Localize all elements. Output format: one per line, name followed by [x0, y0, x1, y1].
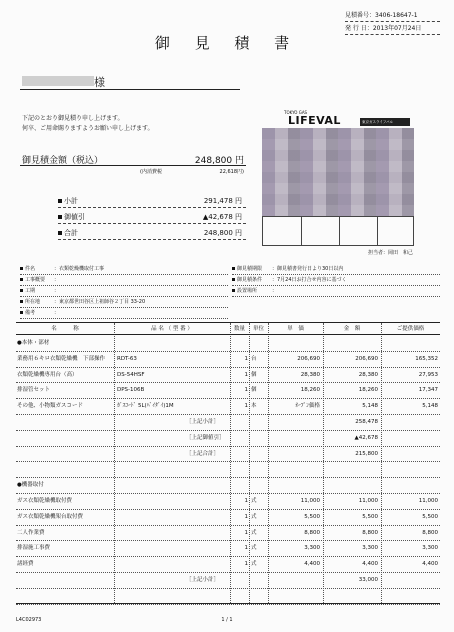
table-row [16, 589, 440, 605]
cell-unit: 式 [251, 498, 257, 504]
cell-unit: 個 [251, 387, 257, 394]
quote-number-label: 見積番号： [345, 12, 376, 19]
cell-name: 諸経費 [17, 561, 34, 568]
info-row: 件名 ：衣類乾燥機取付工事 [20, 265, 228, 276]
table-row [16, 541, 440, 557]
table-row [16, 510, 440, 526]
cell-offer: 5,148 [422, 403, 438, 410]
cell-price: 5,500 [304, 513, 320, 520]
cell-offer: 3,300 [422, 545, 438, 552]
grand-total-value: 248,800 円 [203, 229, 242, 237]
cell-offer: 17,347 [418, 387, 438, 394]
cell-qty: 1 [244, 545, 248, 552]
table-row [16, 415, 440, 431]
cell-amount: 18,260 [358, 387, 378, 394]
cell-name: 二人作業費 [17, 529, 45, 536]
person-label: 担当者： [368, 250, 389, 256]
cell-unit: 台 [251, 355, 257, 362]
total-label: 御見積金額（税込） [22, 156, 104, 166]
cell-price: 11,000 [300, 498, 320, 504]
seal-image-redacted [262, 128, 414, 216]
cell-unit: 個 [251, 371, 257, 378]
cell-model: DS-54HSF [117, 371, 145, 378]
table-row [16, 478, 440, 494]
cell-amount: ▲42,678 [354, 434, 378, 441]
info-row: 御見積条件 ：7月24日お打合せ内容に基づく [232, 276, 440, 287]
cell-amount: 3,300 [362, 545, 378, 552]
table-row [16, 368, 440, 384]
cell-model: ｶﾞｽｺｰﾄﾞ 5L(ﾊﾞｲﾀﾞｲ)1M [117, 403, 174, 410]
footer-page: 1 / 1 [221, 617, 233, 623]
stamp-boxes [262, 216, 414, 246]
table-row [16, 336, 440, 352]
cell-qty: 1 [244, 387, 248, 394]
table-row [16, 557, 440, 573]
discount-label: 御値引 [64, 213, 85, 221]
brand-small: TOKYO GAS [284, 110, 308, 115]
col-name: 名 称 [51, 326, 79, 332]
table-row [16, 352, 440, 368]
recipient-honorific: 様 [94, 76, 105, 89]
col-price: 単 価 [287, 326, 304, 332]
cell-name: 業務用６キロ衣類乾燥機 下部操作 [17, 355, 106, 362]
cell-name: 排湿管セット [17, 387, 51, 394]
cell-price: 3,300 [304, 545, 320, 552]
cell-offer: 8,800 [422, 529, 438, 536]
table-row [16, 399, 440, 415]
cell-model: ［上記合計］ [186, 450, 220, 457]
divider [345, 21, 440, 22]
grand-total-label: 合計 [64, 229, 78, 237]
cell-model: DPS-106B [117, 387, 145, 394]
quote-table [16, 322, 440, 604]
cell-model: ［上記小計］ [186, 577, 220, 583]
cell-qty: 1 [244, 355, 248, 362]
cell-price: 206,690 [297, 355, 320, 362]
cell-price: 28,380 [300, 371, 320, 378]
cell-offer: 165,352 [415, 355, 438, 362]
total-amount: 248,800 円 [194, 156, 244, 166]
tax-value: 22,618円) [219, 169, 244, 175]
cell-amount: 11,000 [358, 498, 378, 504]
footer-code: L4C02973 [16, 617, 42, 623]
cell-model: ［上記御値引］ [186, 434, 225, 441]
col-model: 品 名 （ 型 番 ） [151, 326, 193, 332]
cell-amount: 5,148 [362, 403, 378, 410]
cell-model: RDT-63 [117, 355, 137, 362]
cell-offer: 5,500 [422, 513, 438, 520]
table-row [16, 494, 440, 510]
table-row [16, 431, 440, 447]
cell-qty: 1 [244, 561, 248, 568]
cell-name: ガス衣類乾燥機取付費 [17, 498, 73, 504]
summary [58, 196, 246, 244]
quote-number-value: 3406-18647-1 [375, 12, 418, 19]
cell-name: ●機器取付 [17, 482, 44, 489]
summary-row [58, 196, 246, 212]
subtotal-value: 291,478 円 [203, 197, 242, 205]
cell-unit: 式 [251, 513, 257, 520]
cell-name: 衣類乾燥機専用台（高） [17, 371, 78, 378]
table-row [16, 447, 440, 463]
cell-name: その他、小物類ガスコード [17, 403, 84, 410]
col-amount: 金 額 [343, 326, 361, 332]
col-qty: 数量 [233, 326, 245, 332]
cell-amount: 215,800 [355, 450, 378, 457]
issue-date-label: 発 行 日： [345, 25, 373, 32]
info-right [232, 265, 440, 298]
cell-price: ｵｰﾌﾟﾝ価格 [295, 403, 320, 410]
cell-model: ［上記小計］ [186, 419, 220, 425]
page-title: 御 見 積 書 [154, 34, 300, 52]
cell-offer: 4,400 [422, 561, 438, 568]
summary-row [58, 212, 246, 228]
divider [20, 89, 240, 90]
col-offer: ご提供価格 [396, 326, 425, 332]
cell-name: ガス衣類乾燥機架台取付費 [17, 513, 84, 520]
discount-value: ▲42,678 円 [202, 213, 242, 221]
divider [20, 165, 246, 166]
cell-price: 4,400 [304, 561, 320, 568]
info-left [20, 265, 228, 320]
issue-date-value: 2013年07月24日 [372, 25, 422, 32]
cell-unit: 本 [251, 403, 257, 410]
table-row [16, 462, 440, 478]
cell-price: 8,800 [304, 529, 320, 536]
summary-row [58, 228, 246, 244]
tax-label: (内消費税 [140, 169, 162, 175]
cell-unit: 式 [251, 545, 257, 552]
cell-qty: 1 [244, 513, 248, 520]
table-row [16, 383, 440, 399]
person-name: 岡田 和己 [388, 250, 414, 256]
cell-unit: 式 [251, 529, 257, 536]
cell-amount: 5,500 [362, 513, 378, 520]
info-row: 工期 ： [20, 287, 228, 298]
info-row: 御見積期限 ：御見積書発行日より30日以内 [232, 265, 440, 276]
info-row: 所在地 ：東京都世田谷区上祖師谷２丁目 33-20 [20, 298, 228, 309]
brand-tagline: 東京ガスライフバル [360, 118, 410, 126]
cell-qty: 1 [244, 371, 248, 378]
cell-amount: 33,000 [358, 577, 378, 583]
cell-name: ●本体・部材 [17, 340, 50, 346]
info-row: 工事概要 ： [20, 276, 228, 287]
cell-amount: 258,478 [355, 419, 378, 425]
cell-amount: 8,800 [362, 529, 378, 536]
cell-offer: 27,953 [418, 371, 438, 378]
info-row: 備考 ： [20, 309, 228, 320]
cell-amount: 4,400 [362, 561, 378, 568]
person [368, 251, 413, 256]
cell-qty: 1 [244, 498, 248, 504]
cell-amount: 28,380 [358, 371, 378, 378]
table-row [16, 573, 440, 589]
intro-line-2: 何卒、ご用命賜りますようお願い申し上げます。 [22, 125, 154, 132]
cell-name: 排湿施工事費 [17, 545, 51, 552]
brand-name: LIFEVAL [288, 114, 341, 127]
cell-qty: 1 [244, 403, 248, 410]
cell-price: 18,260 [300, 387, 320, 394]
table-row [16, 526, 440, 542]
table-header [16, 323, 440, 335]
cell-qty: 1 [244, 529, 248, 536]
cell-unit: 式 [251, 561, 257, 568]
info-row: 設置場所 ： [232, 287, 440, 298]
subtotal-label: 小計 [64, 197, 78, 205]
col-unit: 単位 [252, 326, 264, 332]
brand-logo [262, 110, 412, 126]
cell-offer: 11,000 [418, 498, 438, 504]
intro-line-1: 下記のとおり御見積り申し上げます。 [22, 115, 124, 122]
recipient-redacted [22, 76, 94, 86]
quote-number [345, 13, 418, 19]
cell-amount: 206,690 [355, 355, 378, 362]
